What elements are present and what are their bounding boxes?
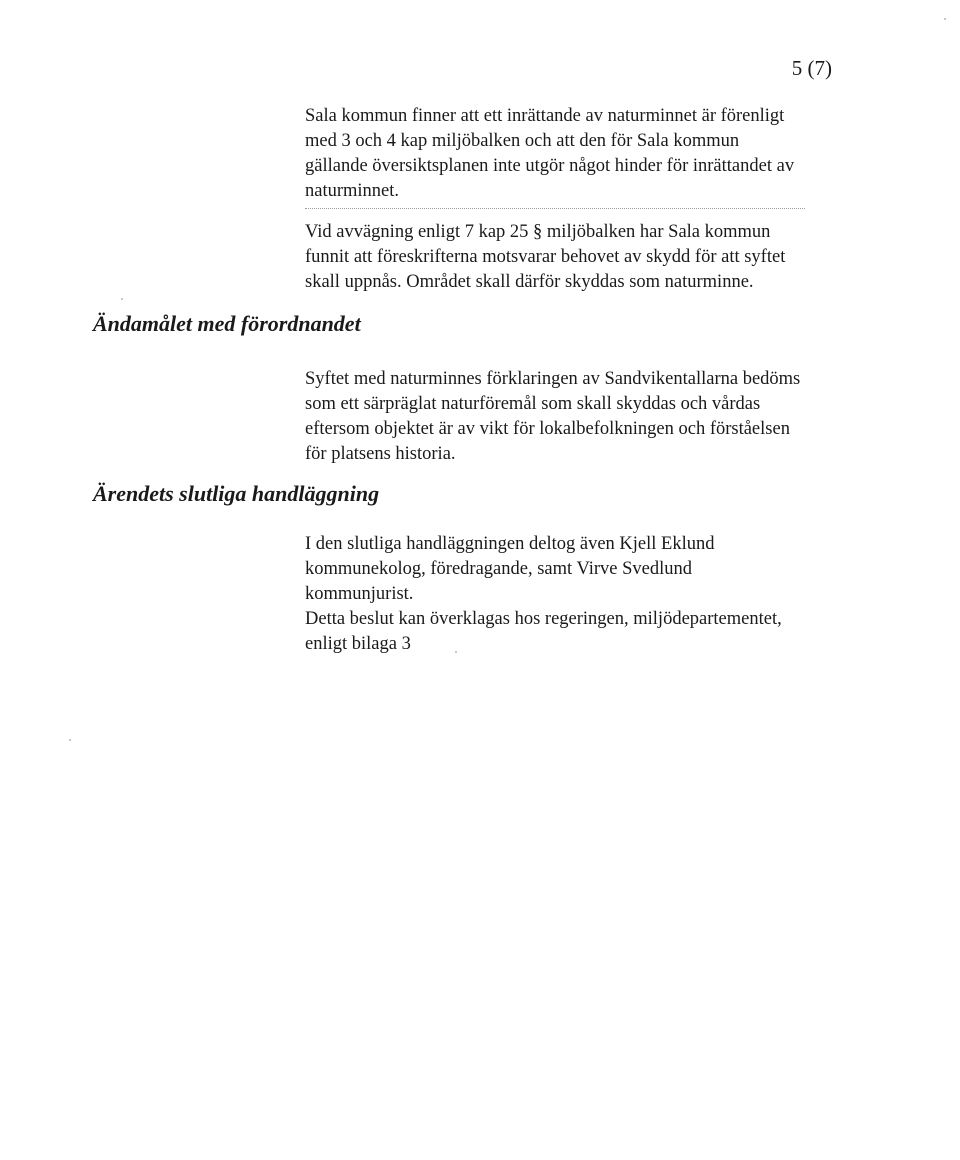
paragraph-line: funnit att föreskrifterna motsvarar behovet av skydd för att syftet bbox=[305, 247, 786, 267]
paragraph-line: eftersom objektet är av vikt för lokalbefolkningen och förståelsen bbox=[305, 419, 790, 439]
paragraph-line: kommunjurist. bbox=[305, 584, 414, 604]
scan-speck bbox=[944, 18, 946, 20]
paragraph-line: gällande översiktsplanen inte utgör något hinder för inrättandet av bbox=[305, 156, 795, 176]
paragraph-line: Syftet med naturminnes förklaringen av Sandvikentallarna bedöms bbox=[305, 369, 801, 389]
paragraph-line: naturminnet. bbox=[305, 181, 400, 201]
paragraph-purpose bbox=[305, 367, 850, 467]
paragraph-line: som ett särpräglat naturföremål som skall skyddas och vårdas bbox=[305, 394, 761, 414]
heading-final-handling: Ärendets slutliga handläggning bbox=[93, 481, 380, 506]
paragraph-compatibility bbox=[305, 104, 850, 204]
paragraph-line: Vid avvägning enligt 7 kap 25 § miljöbalken har Sala kommun bbox=[305, 222, 771, 242]
paragraph-line: Sala kommun finner att ett inrättande av naturminnet är förenligt bbox=[305, 106, 785, 126]
paragraph-line: enligt bilaga 3 bbox=[305, 634, 411, 654]
scan-speck bbox=[121, 298, 123, 300]
paragraph-line: för platsens historia. bbox=[305, 444, 456, 464]
paragraph-line: I den slutliga handläggningen deltog även Kjell Eklund bbox=[305, 534, 715, 554]
paragraph-line: kommunekolog, föredragande, samt Virve Svedlund bbox=[305, 559, 692, 579]
paragraph-weighing bbox=[305, 220, 850, 295]
scan-speck bbox=[455, 651, 457, 653]
paragraph-final-handling bbox=[305, 532, 850, 657]
scan-dotted-rule bbox=[305, 208, 805, 209]
paragraph-line: Detta beslut kan överklagas hos regeringen, miljödepartementet, bbox=[305, 609, 782, 629]
paragraph-line: med 3 och 4 kap miljöbalken och att den för Sala kommun bbox=[305, 131, 740, 151]
paragraph-line: skall uppnås. Området skall därför skyddas som naturminne. bbox=[305, 272, 754, 292]
scan-speck bbox=[69, 739, 71, 741]
page-number: 5 (7) bbox=[791, 56, 832, 80]
heading-purpose: Ändamålet med förordnandet bbox=[93, 311, 361, 336]
